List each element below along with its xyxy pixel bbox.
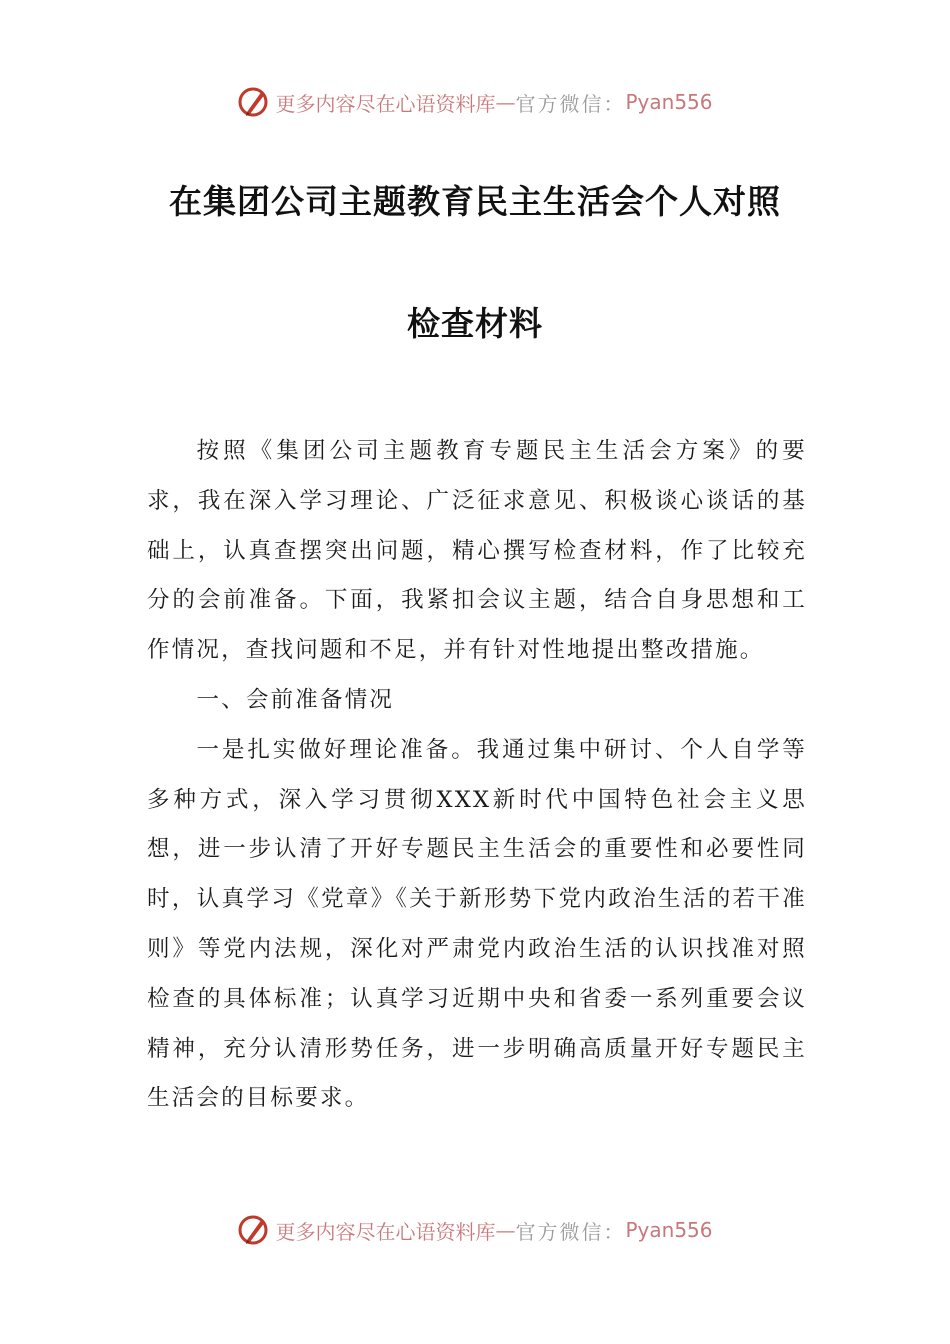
pen-logo-icon (237, 1213, 271, 1247)
document-body (147, 427, 807, 1124)
watermark-wechat-id: Pyan556 (625, 90, 713, 114)
watermark-label: 官方微信： (515, 91, 626, 116)
watermark-site-text: 更多内容尽在心语资料库 (275, 1219, 496, 1244)
paragraph-intro: 按照《集团公司主题教育专题民主生活会方案》的要求，我在深入学习理论、广泛征求意见、积极谈心谈话的基础上，认真查摆突出问题，精心撰写检查材料，作了比较充分的会前准备。下面，我紧扣会议主题，结合自身思想和工作情况，查找问题和不足，并有针对性地提出整改措施。 (147, 438, 807, 664)
watermark-separator: — (495, 90, 516, 114)
pen-logo-icon (237, 85, 271, 119)
watermark-site-text: 更多内容尽在心语资料库 (275, 91, 496, 116)
section-heading: 一、会前准备情况 (196, 686, 395, 713)
watermark-banner-top (0, 82, 950, 122)
watermark-separator: — (495, 1218, 516, 1242)
watermark-banner-bottom (0, 1210, 950, 1250)
document-title-line2: 检查材料 (407, 304, 543, 343)
watermark-wechat-id: Pyan556 (625, 1218, 713, 1242)
watermark-label: 官方微信： (515, 1219, 626, 1244)
paragraph-theory-prep: 一是扎实做好理论准备。我通过集中研讨、个人自学等多种方式，深入学习贯彻XXX新时代中国特色社会主义思想，进一步认清了开好专题民主生活会的重要性和必要性同时，认真学习《党章》《关于新形势下党内政治生活的若干准则》等党内法规，深化对严肃党内政治生活的认识找准对照检查的具体标准；认真学习近期中央和省委一系列重要会议精神，充分认清形势任务，进一步明确高质量开好专题民主生活会的目标要求。 (147, 736, 807, 1112)
document-title-line1: 在集团公司主题教育民主生活会个人对照 (169, 182, 781, 221)
